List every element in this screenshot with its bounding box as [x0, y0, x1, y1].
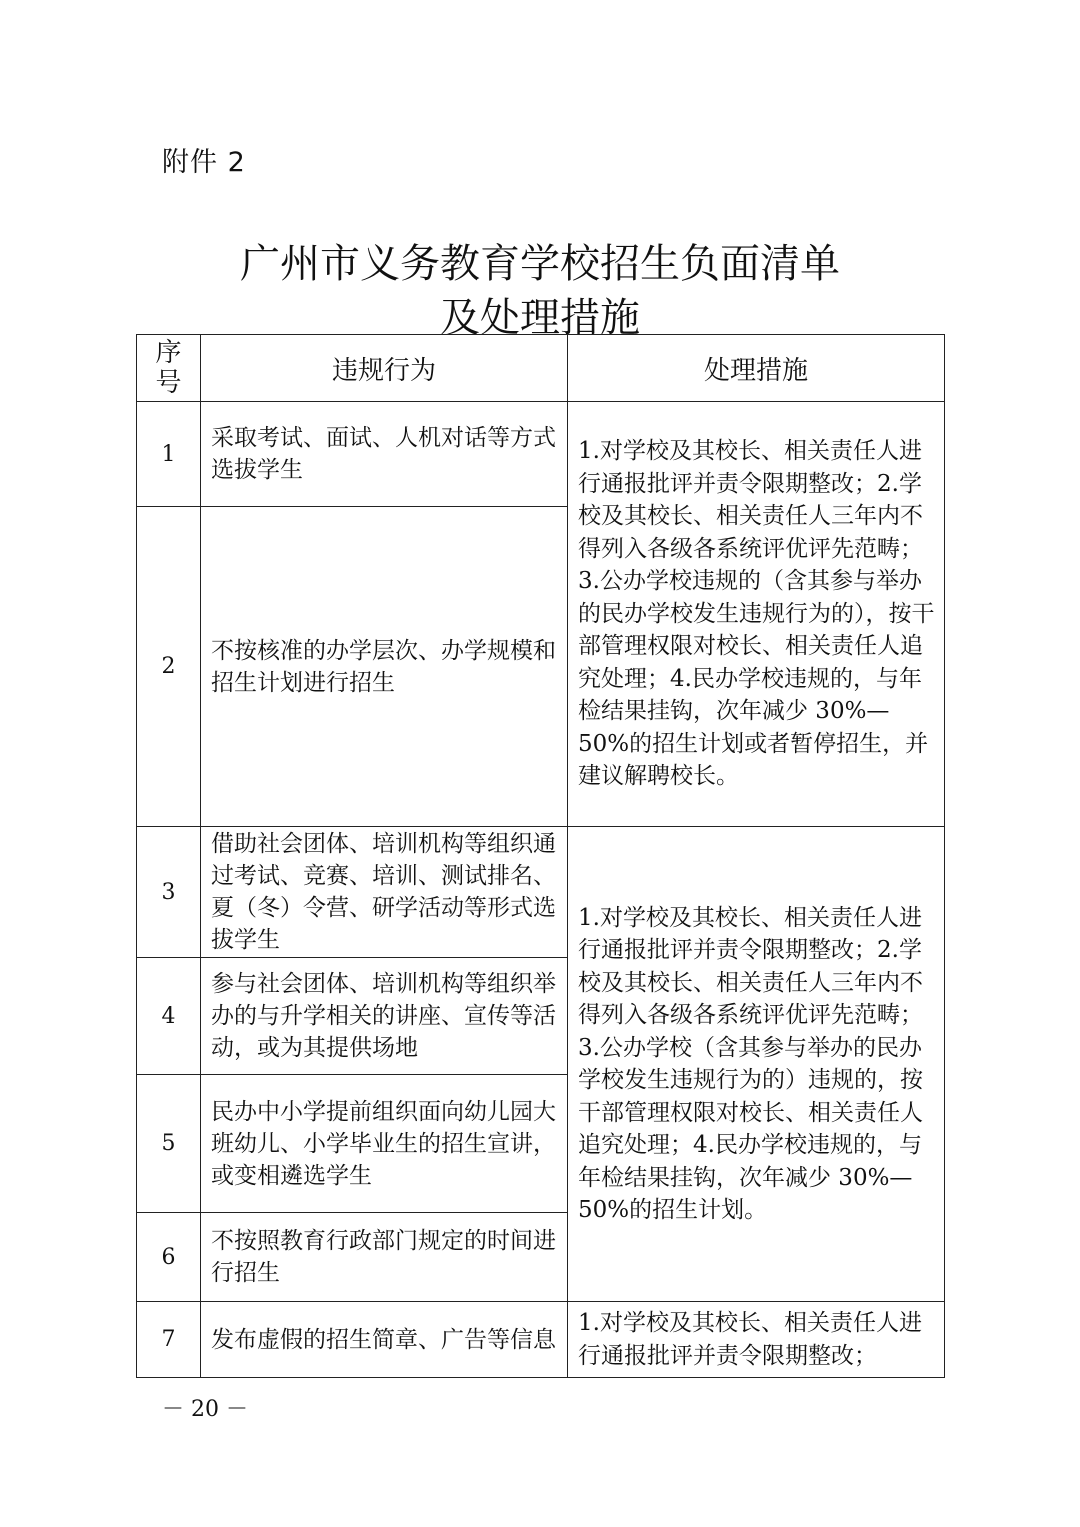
row-seq: 1: [137, 402, 201, 507]
attachment-label: 附件 2: [162, 147, 246, 178]
row-seq: 7: [137, 1302, 201, 1378]
table-row: [137, 1302, 945, 1378]
row-seq: 5: [137, 1075, 201, 1213]
header-seq: [137, 335, 201, 402]
header-seq-bottom: 号: [155, 368, 182, 398]
measures-group-b: 1.对学校及其校长、相关责任人进行通报批评并责令限期整改；2.学校及其校长、相关责任人三年内不得列入各级各系统评优评先范畴；3.公办学校（含其参与举办的民办学校发生违规行为的）违规的，按干部管理权限对校长、相关责任人追究处理；4.民办学校违规的，与年检结果挂钩，次年减少 30%—50%的招生计划。: [568, 827, 945, 1302]
measures-group-c: 1.对学校及其校长、相关责任人进行通报批评并责令限期整改；: [568, 1302, 945, 1378]
measures-group-a: 1.对学校及其校长、相关责任人进行通报批评并责令限期整改；2.学校及其校长、相关责任人三年内不得列入各级各系统评优评先范畴；3.公办学校违规的（含其参与举办的民办学校发生违规行为的），按干部管理权限对校长、相关责任人追究处理；4.民办学校违规的，与年检结果挂钩，次年减少 30%—50%的招生计划或者暂停招生，并建议解聘校长。: [568, 402, 945, 827]
row-seq: 6: [137, 1213, 201, 1302]
row-seq: 4: [137, 958, 201, 1075]
row-behavior: 参与社会团体、培训机构等组织举办的与升学相关的讲座、宣传等活动，或为其提供场地: [201, 958, 568, 1075]
header-measures: 处理措施: [568, 335, 945, 402]
row-seq: 2: [137, 507, 201, 827]
row-behavior: 发布虚假的招生简章、广告等信息: [201, 1302, 568, 1378]
header-behavior: 违规行为: [201, 335, 568, 402]
row-behavior: 不按核准的办学层次、办学规模和招生计划进行招生: [201, 507, 568, 827]
negative-list-table: [136, 334, 945, 1378]
header-seq-top: 序: [155, 338, 182, 368]
table-row: [137, 827, 945, 958]
row-behavior: 不按照教育行政部门规定的时间进行招生: [201, 1213, 568, 1302]
row-seq: 3: [137, 827, 201, 958]
document-title-line2: 及处理措施: [440, 295, 640, 341]
page-number: － 20 －: [162, 1397, 248, 1422]
row-behavior: 民办中小学提前组织面向幼儿园大班幼儿、小学毕业生的招生宣讲，或变相遴选学生: [201, 1075, 568, 1213]
table-row: [137, 402, 945, 507]
row-behavior: 采取考试、面试、人机对话等方式选拔学生: [201, 402, 568, 507]
table-header-row: [137, 335, 945, 402]
document-title-line1: 广州市义务教育学校招生负面清单: [240, 241, 840, 287]
row-behavior: 借助社会团体、培训机构等组织通过考试、竞赛、培训、测试排名、夏（冬）令营、研学活动等形式选拔学生: [201, 827, 568, 958]
